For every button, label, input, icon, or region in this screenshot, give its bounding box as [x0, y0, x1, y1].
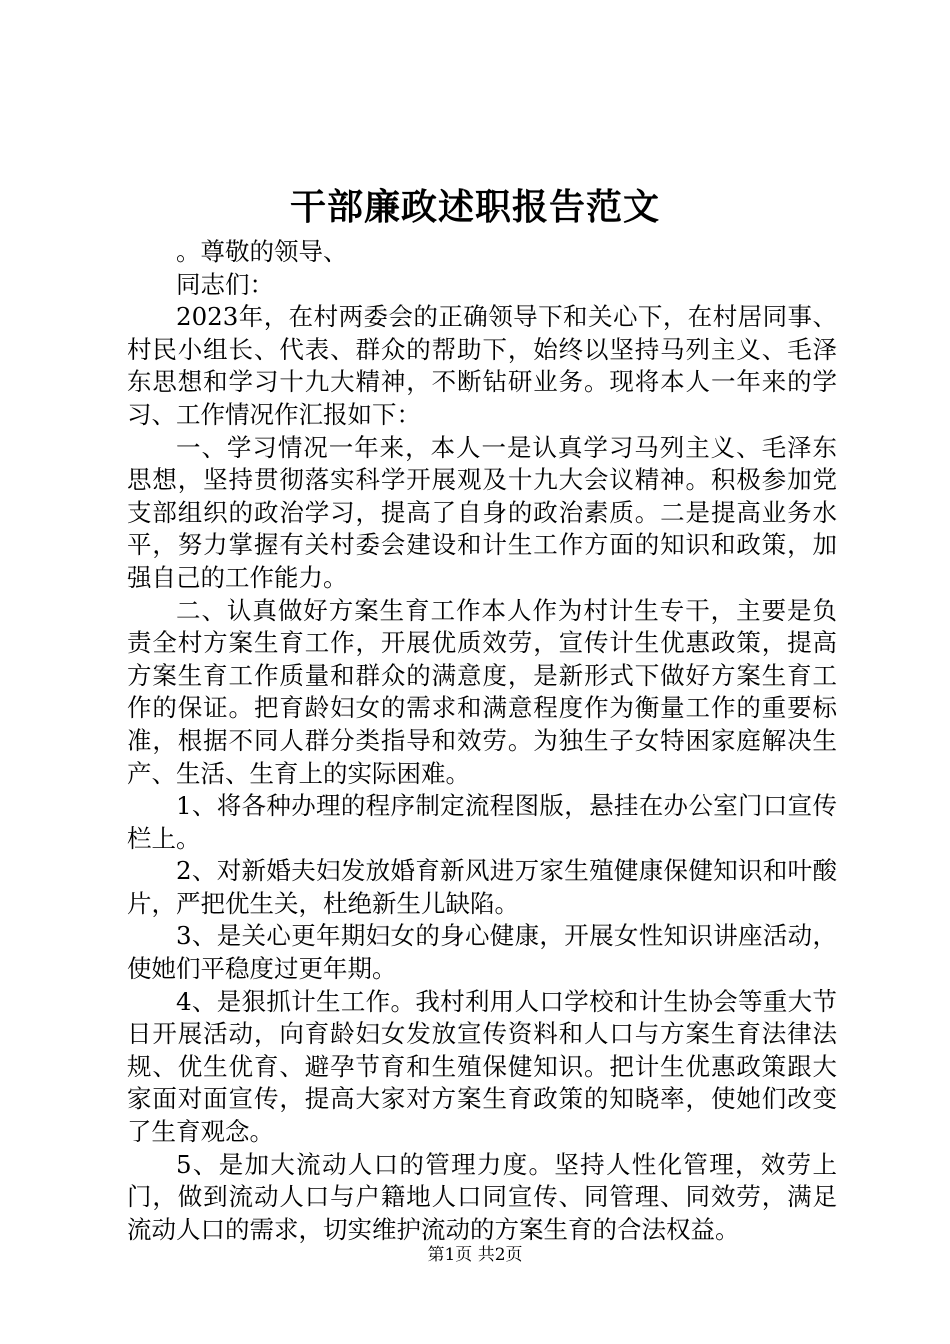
list-item-paragraph: 5、是加大流动人口的管理力度。坚持人性化管理，效劳上门，做到流动人口与户籍地人口同宣传、同管理、同效劳，满足流动人口的需求，切实维护流动的方案生育的合法权益。 — [127, 1149, 837, 1244]
body-paragraph: 二、认真做好方案生育工作本人作为村计生专干，主要是负责全村方案生育工作，开展优质效劳，宣传计生优惠政策，提高方案生育工作质量和群众的满意度，是新形式下做好方案生育工作的保证。把育龄妇女的需求和满意程度作为衡量工作的重要标准，根据不同人群分类指导和效劳。为独生子女特困家庭解决生产、生活、生育上的实际困难。 — [127, 595, 837, 788]
list-item-paragraph: 4、是狠抓计生工作。我村利用人口学校和计生协会等重大节日开展活动，向育龄妇女发放宣传资料和人口与方案生育法律法规、优生优育、避孕节育和生殖保健知识。把计生优惠政策跟大家面对面宣传，提高大家对方案生育政策的知晓率，使她们改变了生育观念。 — [127, 986, 837, 1147]
body-paragraph: 2023年，在村两委会的正确领导下和关心下，在村居同事、村民小组长、代表、群众的帮助下，始终以坚持马列主义、毛泽东思想和学习十九大精神，不断钻研业务。现将本人一年来的学习、工作情况作汇报如下： — [127, 302, 837, 429]
document-body — [127, 236, 837, 1246]
list-item-paragraph: 1、将各种办理的程序制定流程图版，悬挂在办公室门口宣传栏上。 — [127, 791, 837, 853]
document-title: 干部廉政述职报告范文 — [289, 186, 660, 228]
page-footer: 第1页 共2页 — [427, 1245, 523, 1265]
salutation-line: 。尊敬的领导、 — [176, 237, 348, 266]
list-item-paragraph: 3、是关心更年期妇女的身心健康，开展女性知识讲座活动，使她们平稳度过更年期。 — [127, 921, 837, 984]
body-paragraph: 一、学习情况一年来，本人一是认真学习马列主义、毛泽东思想，坚持贯彻落实科学开展观及十九大会议精神。积极参加党支部组织的政治学习，提高了自身的政治素质。二是提高业务水平，努力掌握有关村委会建设和计生工作方面的知识和政策，加强自己的工作能力。 — [127, 432, 837, 592]
salutation-line: 同志们： — [176, 269, 274, 299]
list-item-paragraph: 2、对新婚夫妇发放婚育新风进万家生殖健康保健知识和叶酸片，严把优生关，杜绝新生儿缺陷。 — [127, 856, 837, 918]
